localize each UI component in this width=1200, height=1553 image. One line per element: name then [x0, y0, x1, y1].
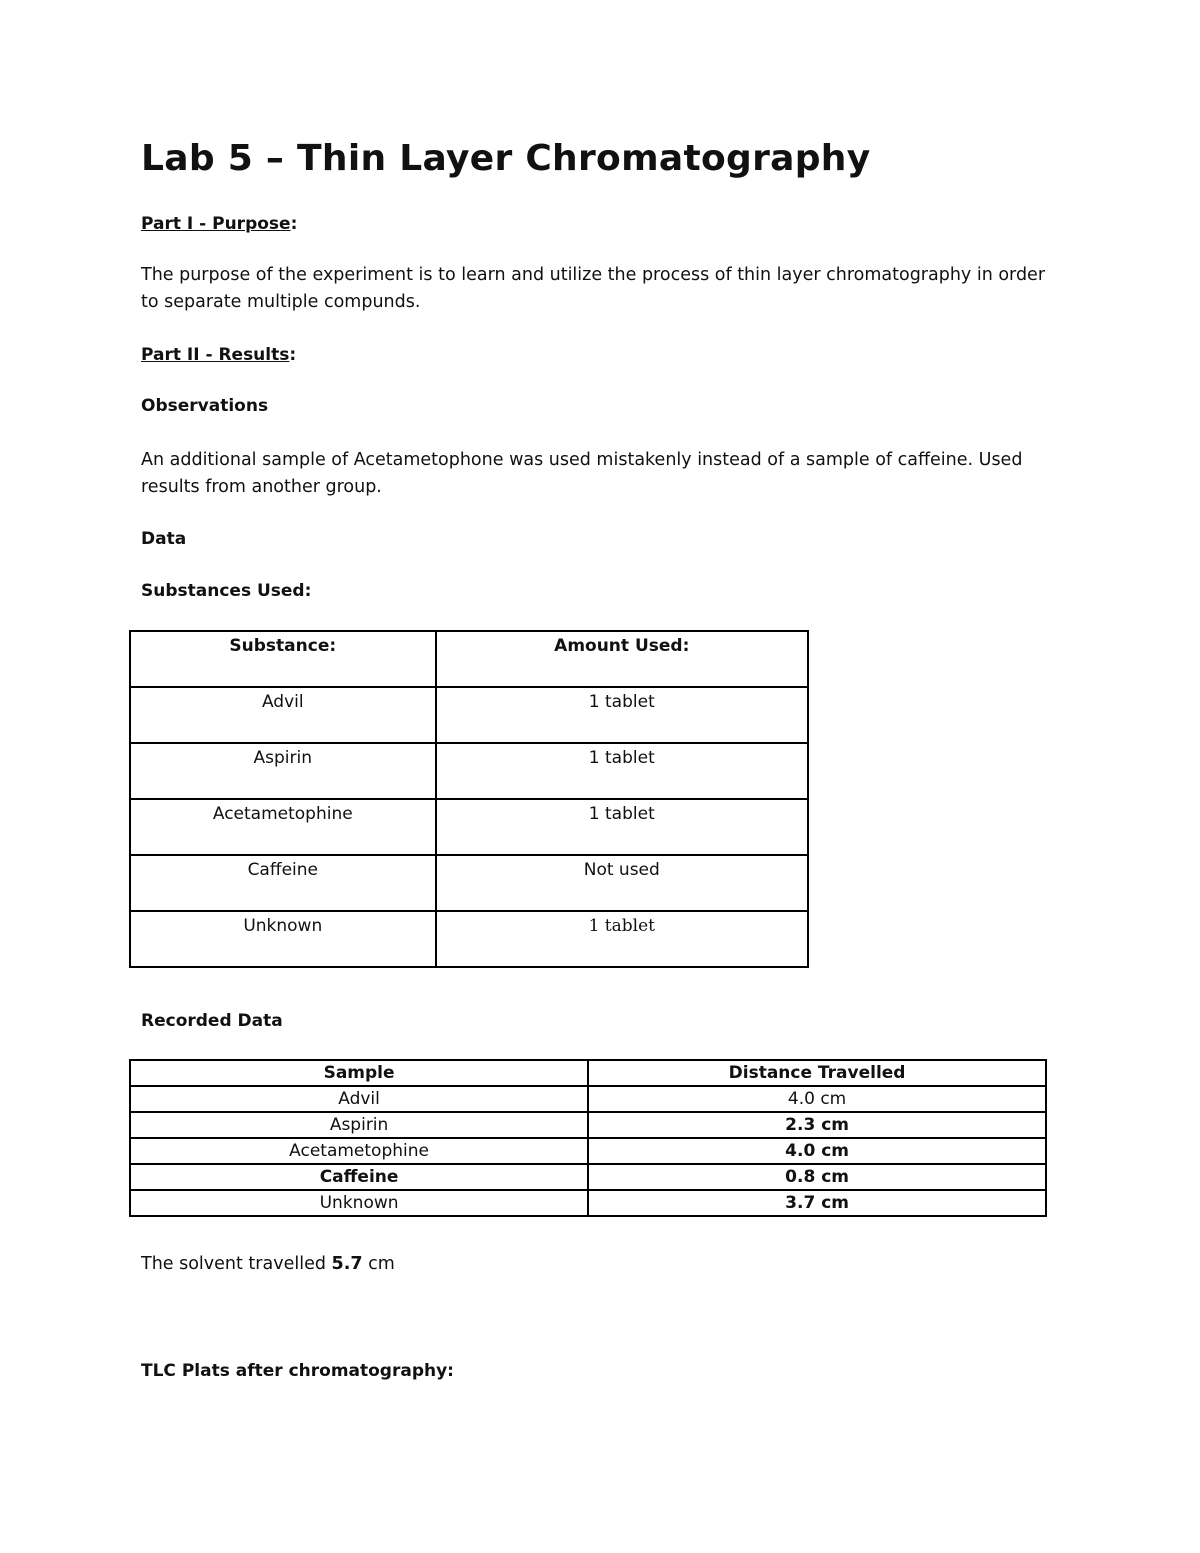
tlc-plates-heading: TLC Plats after chromatography:	[141, 1361, 454, 1381]
table-row	[130, 1164, 1046, 1190]
table-cell: 1 tablet	[436, 911, 808, 967]
table-cell: Acetametophine	[130, 799, 436, 855]
table-row	[130, 1086, 1046, 1112]
solvent-prefix: The solvent travelled	[141, 1254, 332, 1274]
part1-heading	[141, 214, 297, 234]
table-row	[130, 743, 808, 799]
table-row	[130, 1190, 1046, 1216]
solvent-unit: cm	[362, 1254, 395, 1274]
table-cell: 4.0 cm	[588, 1138, 1046, 1164]
page-title: Lab 5 – Thin Layer Chromatography	[141, 138, 871, 179]
table-cell: 1 tablet	[436, 799, 808, 855]
purpose-paragraph: The purpose of the experiment is to learn and utilize the process of thin layer chromatography in order to separate multiple compunds.	[141, 265, 1046, 312]
table-cell: Not used	[436, 855, 808, 911]
part1-colon: :	[290, 214, 298, 234]
table-cell: Unknown	[130, 911, 436, 967]
table-cell: Acetametophine	[130, 1138, 588, 1164]
table-cell: 0.8 cm	[588, 1164, 1046, 1190]
recorded-data-heading: Recorded Data	[141, 1011, 283, 1031]
table-cell: 2.3 cm	[588, 1112, 1046, 1138]
observations-paragraph: An additional sample of Acetametophone was used mistakenly instead of a sample of caffeine. Used results from another group.	[141, 450, 1023, 497]
solvent-value: 5.7	[331, 1254, 363, 1274]
header-cell: Sample	[130, 1060, 588, 1086]
table-cell: 4.0 cm	[588, 1086, 1046, 1112]
table-cell: Advil	[130, 687, 436, 743]
substances-table	[129, 630, 809, 968]
table-cell: 3.7 cm	[588, 1190, 1046, 1216]
table-header-row	[130, 631, 808, 687]
substances-heading: Substances Used:	[141, 581, 312, 601]
table-row	[130, 687, 808, 743]
table-header-row	[130, 1060, 1046, 1086]
table-cell: Aspirin	[130, 1112, 588, 1138]
part1-label: Part I - Purpose	[141, 214, 291, 234]
table-cell: 1 tablet	[436, 743, 808, 799]
part2-label: Part II - Results	[141, 345, 290, 365]
recorded-data-table	[129, 1059, 1047, 1217]
observations-heading: Observations	[141, 396, 269, 416]
table-row	[130, 855, 808, 911]
solvent-distance-text	[141, 1254, 395, 1274]
table-row	[130, 911, 808, 967]
part2-colon: :	[289, 345, 297, 365]
table-row	[130, 1112, 1046, 1138]
table-cell: Advil	[130, 1086, 588, 1112]
table-cell: Caffeine	[130, 1164, 588, 1190]
header-cell: Distance Travelled	[588, 1060, 1046, 1086]
table-row	[130, 1138, 1046, 1164]
data-heading: Data	[141, 529, 187, 549]
table-row	[130, 799, 808, 855]
table-cell: Unknown	[130, 1190, 588, 1216]
part2-heading	[141, 345, 296, 365]
header-cell: Substance:	[130, 631, 436, 687]
header-cell: Amount Used:	[436, 631, 808, 687]
table-cell: Aspirin	[130, 743, 436, 799]
table-cell: 1 tablet	[436, 687, 808, 743]
table-cell: Caffeine	[130, 855, 436, 911]
